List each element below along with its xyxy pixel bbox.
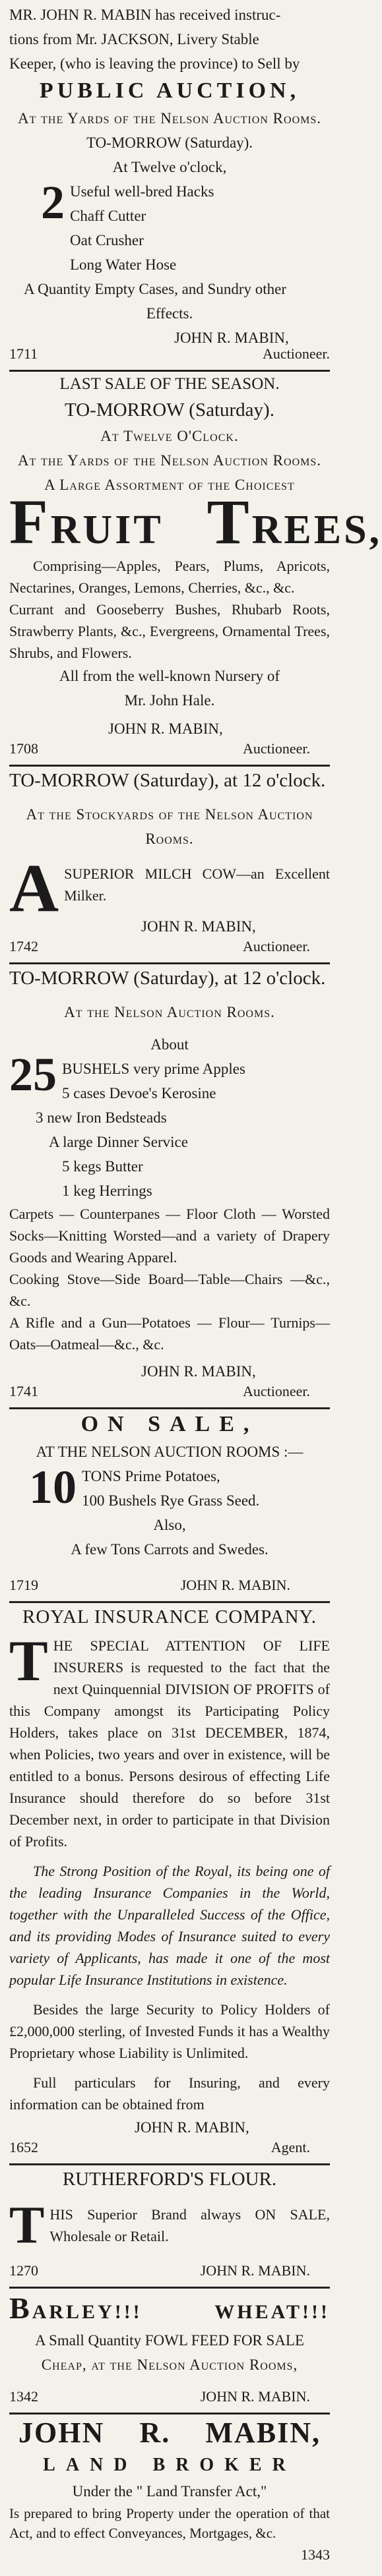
ad7-body: HIS Superior Brand always ON SALE, Wholesale or Retail. (49, 2206, 330, 2244)
ad5-line1: TONS Prime Potatoes, (82, 1468, 220, 1484)
ad9-title: LAND BROKER (43, 2455, 296, 2475)
ad1-line1: MR. JOHN R. MABIN has received instruc- (9, 7, 281, 23)
ad2-from2: Mr. John Hale. (124, 692, 215, 709)
ad7-drop: T (9, 2196, 45, 2254)
ad4-cooking: Cooking Stove—Side Board—Table—Chairs —&c., &c. (9, 1271, 330, 1309)
ad6-signer: JOHN R. MABIN, (135, 2119, 249, 2136)
ad9-name2: R. (139, 2416, 171, 2449)
ad2-number: 1708 (9, 740, 38, 757)
ad6-p4: Full particulars for Insuring, and every information can be obtained from (9, 2074, 330, 2113)
ad5-few: A few Tons Carrots and Swedes. (71, 1541, 269, 1558)
ad5-line2: 100 Bushels Rye Grass Seed. (82, 1492, 260, 1509)
ad2-body2: Currant and Gooseberry Bushes, Rhubarb Roots, Strawberry Plants, &c., Evergreens, Ornamental Trees, Shrubs, and Flowers. (9, 601, 330, 661)
ad6-number: 1652 (9, 2139, 38, 2155)
ad1-role: Auctioneer. (262, 345, 330, 362)
ad2-time: At Twelve O'Clock. (100, 428, 239, 444)
ad-fruit-trees (9, 372, 382, 761)
ad8-body2: Cheap, at the Nelson Auction Rooms, (41, 2356, 298, 2373)
ad3-place2: Rooms. (145, 831, 194, 847)
ad8-heading (9, 2293, 330, 2328)
ad8-drop: B (9, 2291, 32, 2325)
ad8-title2: WHEAT!!! (214, 2301, 330, 2323)
ad4-count: 25 (9, 1048, 57, 1101)
ad2-place: At the Yards of the Nelson Auction Rooms. (18, 452, 321, 469)
ad-royal-insurance (9, 1603, 330, 2159)
ad5-title: ON SALE, (80, 1412, 259, 1436)
ad5-also: Also, (153, 1517, 186, 1533)
ad-milch-cow (9, 767, 330, 958)
ad4-when: TO-MORROW (Saturday), at 12 o'clock. (9, 968, 326, 989)
ad4-item-1: 3 new Iron Bedsteads (36, 1109, 167, 1126)
ad7-signer: JOHN R. MABIN. (200, 2262, 310, 2279)
ad7-number: 1270 (9, 2262, 38, 2279)
ad1-item-1: Chaff Cutter (70, 208, 146, 224)
ad1-item-3: Long Water Hose (70, 256, 177, 273)
ad8-signer: JOHN R. MABIN. (200, 2388, 310, 2405)
ad9-body: Is prepared to bring Property under the operation of that Act, and to effect Conveyances, Mortgages, &c. (9, 2505, 330, 2541)
ad2-word1: RUIT (50, 508, 163, 552)
ad3-place1: At the Stockyards of the Nelson Auction (26, 806, 313, 823)
ad1-time: At Twelve o'clock, (112, 159, 227, 175)
ad4-signer: JOHN R. MABIN, (141, 1363, 256, 1380)
ad4-about: About (150, 1036, 189, 1053)
ad1-extra1: A Quantity Empty Cases, and Sundry other (24, 281, 286, 297)
ad2-from1: All from the well-known Nursery of (59, 668, 280, 684)
ad1-item-0: Useful well-bred Hacks (70, 183, 214, 200)
ad1-place: At the Yards of the Nelson Auction Rooms. (18, 110, 321, 127)
ad1-extra2: Effects. (146, 305, 193, 322)
ad2-drop1: F (9, 486, 51, 557)
ad2-title: LAST SALE OF THE SEASON. (59, 375, 280, 393)
ad1-number: 1711 (9, 345, 38, 362)
ad3-drop: A (9, 850, 59, 926)
ad4-role: Auctioneer. (242, 1383, 310, 1399)
ad5-number: 1719 (9, 1577, 38, 1593)
ad6-title: ROYAL INSURANCE COMPANY. (22, 1606, 317, 1627)
ad9-under: Under the " Land Transfer Act," (72, 2483, 267, 2500)
ad4-lead: BUSHELS very prime Apples (62, 1061, 245, 1077)
ad2-word2: REES, (251, 508, 382, 552)
ad-apples-sale (9, 964, 330, 1403)
ad1-when: TO-MORROW (Saturday). (86, 134, 253, 151)
ad6-p1: HE SPECIAL ATTENTION OF LIFE INSURERS is requested to the fact that the next Quinquennial DIVISION OF PROFITS of this Company amongst its Participating Policy Holders, takes place on 31st DECEMBER, 1874, when Policies, two years and over in existence, will be entitled to a bonus. Persons desirous of effecting Life Insurance should therefore do so before 31st December next, in order to participate in that Division of Profits. (9, 1637, 330, 1850)
ad8-body1: A Small Quantity FOWL FEED FOR SALE (34, 2332, 305, 2349)
ad3-when: TO-MORROW (Saturday), at 12 o'clock. (9, 770, 326, 791)
ad4-item-3: 5 kegs Butter (62, 1158, 143, 1175)
ad3-role: Auctioneer. (242, 938, 310, 954)
ad5-count: 10 (29, 1461, 77, 1513)
ad1-line3: Keeper, (who is leaving the province) to Sell by (9, 55, 300, 72)
ad-land-broker (9, 2415, 330, 2567)
ad4-place: At the Nelson Auction Rooms. (64, 1004, 275, 1020)
ad6-role: Agent. (271, 2139, 310, 2155)
ad6-p2: The Strong Position of the Royal, its being one of the leading Insurance Companies in the World, together with the Unparalleled Success of the Office, and its providing Modes of Insurance suited to every variety of Applicants, has made it one of the most popular Life Insurance Institutions in existence. (9, 1863, 330, 1988)
ad2-body: Comprising—Apples, Pears, Plums, Apricots, Nectarines, Oranges, Lemons, Cherries, &c., &c. (9, 558, 330, 596)
ad-barley-wheat (9, 2289, 330, 2409)
ad4-item-0: 5 cases Devoe's Kerosine (62, 1085, 216, 1101)
ad9-number: 1343 (301, 2546, 330, 2563)
ad5-place: AT THE NELSON AUCTION ROOMS :— (36, 1444, 303, 1460)
ad8-title1: ARLEY!!! (32, 2301, 143, 2323)
ad5-signer: JOHN R. MABIN. (180, 1577, 290, 1593)
ad-rutherfords-flour (9, 2165, 330, 2283)
ad2-signer: JOHN R. MABIN, (108, 720, 223, 737)
ad1-signer: JOHN R. MABIN, (174, 330, 289, 346)
ad2-role: Auctioneer. (242, 740, 310, 757)
ad3-body: SUPERIOR MILCH COW—an Excellent Milker. (64, 865, 330, 904)
ad-on-sale-potatoes (9, 1409, 330, 1597)
ad9-name (9, 2415, 330, 2451)
ad4-item-2: A large Dinner Service (49, 1134, 188, 1150)
ad1-line2: tions from Mr. JACKSON, Livery Stable (9, 31, 259, 47)
ad2-drop2: T (207, 486, 252, 557)
ad4-number: 1741 (9, 1383, 38, 1399)
ad1-title: PUBLIC AUCTION, (39, 78, 300, 103)
ad9-name1: JOHN (18, 2416, 105, 2449)
ad1-count: 2 (41, 176, 65, 229)
ad7-title: RUTHERFORD'S FLOUR. (62, 2169, 277, 2190)
ad1-item-2: Oat Crusher (70, 232, 144, 249)
ad6-p3: Besides the large Security to Policy Holders of £2,000,000 sterling, of Invested Funds it has a Wealthy Proprietary whose Liability is Unlimited. (9, 2001, 330, 2061)
ad6-drop: T (9, 1629, 48, 1693)
ad9-name3: MABIN, (205, 2416, 321, 2449)
ad2-when: TO-MORROW (Saturday). (65, 399, 274, 421)
ad4-item-4: 1 keg Herrings (62, 1183, 152, 1199)
ad-public-auction (9, 3, 330, 366)
ad3-number: 1742 (9, 938, 38, 954)
ad3-signer: JOHN R. MABIN, (141, 918, 256, 935)
ad2-assort: A Large Assortment of the Choicest (44, 477, 295, 493)
ad8-number: 1342 (9, 2388, 38, 2405)
ad4-rifle: A Rifle and a Gun—Potatoes — Flour— Turnips—Oats—Oatmeal—&c., &c. (9, 1314, 330, 1353)
ad2-fruit-trees-heading (9, 486, 382, 557)
ad4-carpets: Carpets — Counterpanes — Floor Cloth — Worsted Socks—Knitting Worsted—and a variety of Drapery Goods and Wearing Apparel. (9, 1206, 330, 1266)
